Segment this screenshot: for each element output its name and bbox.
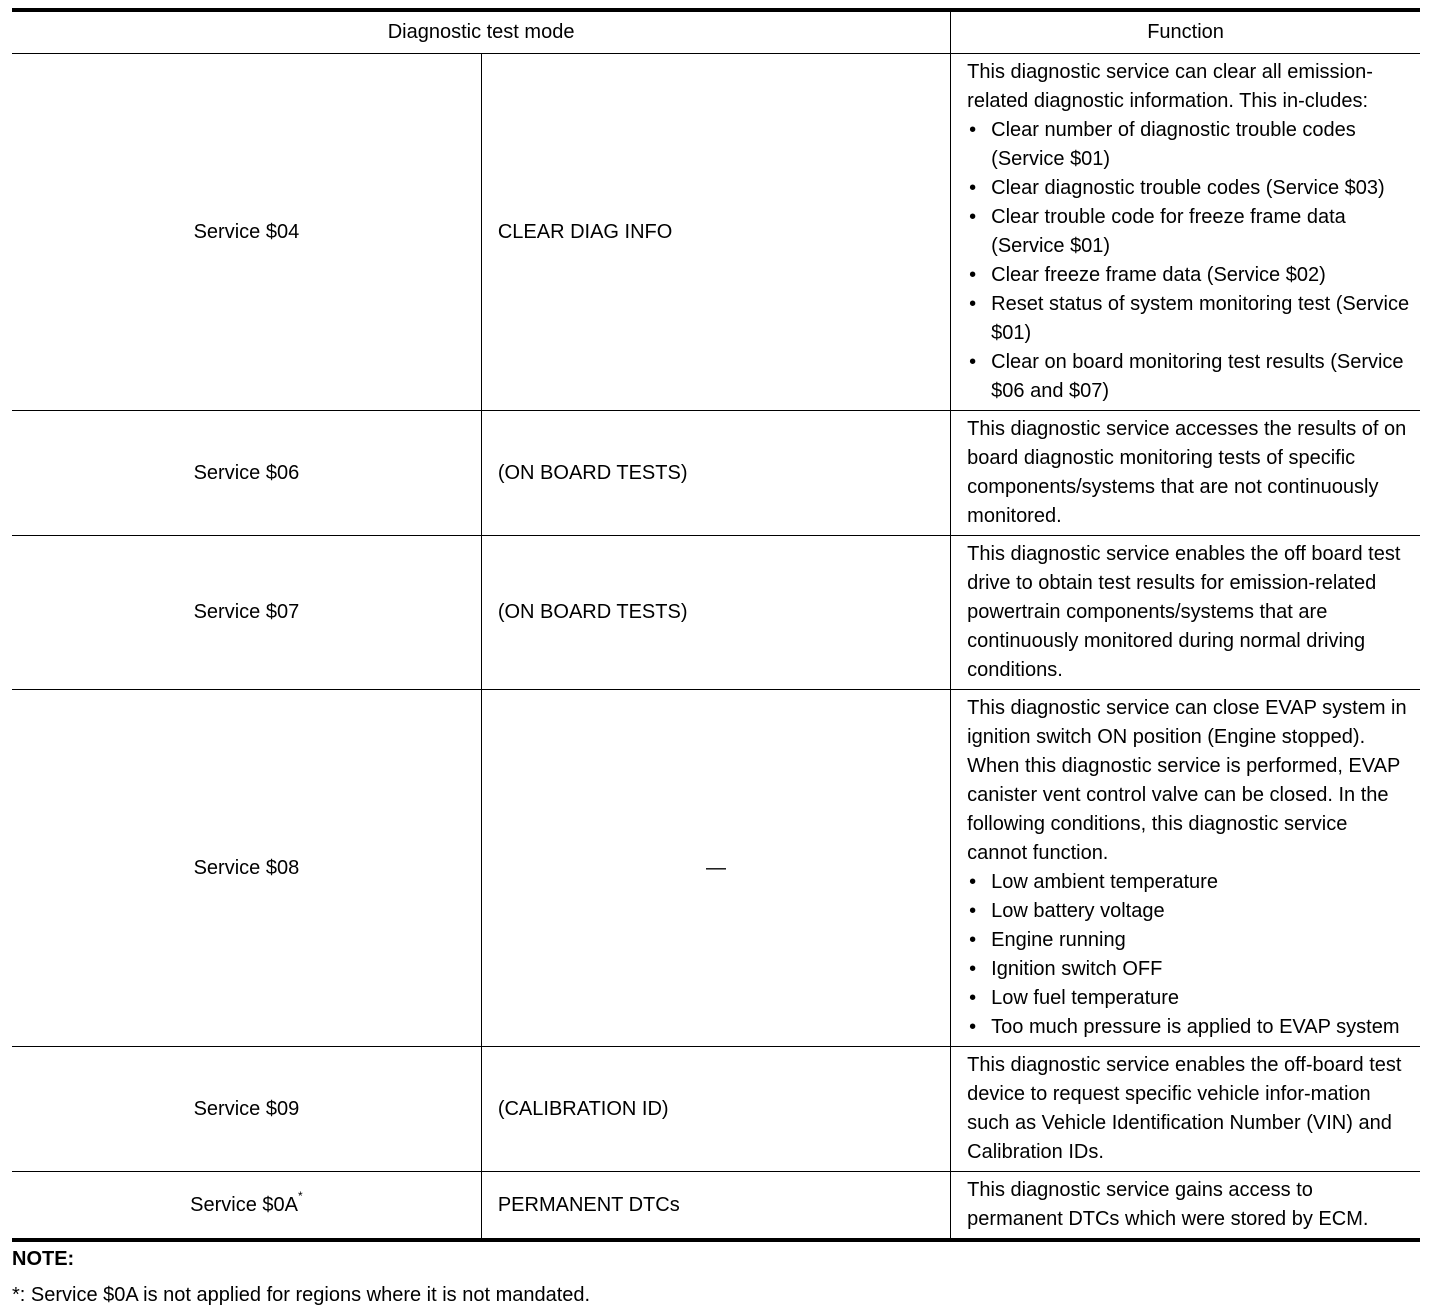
service-name-cell: — bbox=[481, 690, 950, 1047]
header-function: Function bbox=[951, 10, 1420, 54]
service-name-cell: (CALIBRATION ID) bbox=[481, 1047, 950, 1172]
function-intro: This diagnostic service gains access to permanent DTCs which were stored by ECM. bbox=[967, 1179, 1369, 1230]
function-bullet-list bbox=[967, 116, 1410, 406]
service-name-cell: CLEAR DIAG INFO bbox=[481, 54, 950, 411]
function-cell bbox=[951, 536, 1420, 690]
table-row bbox=[12, 54, 1420, 411]
service-cell: Service $09 bbox=[12, 1047, 481, 1172]
function-intro: This diagnostic service can close EVAP system in ignition switch ON position (Engine stopped). When this diagnostic service is performed, EVAP canister vent control valve can be closed. In the following conditions, this diagnostic service cannot function. bbox=[967, 697, 1407, 864]
bullet-item: • Low ambient temperature bbox=[967, 868, 1410, 897]
bullet-item: • Reset status of system monitoring test (Service $01) bbox=[967, 290, 1410, 348]
table-header-row bbox=[12, 10, 1420, 54]
function-bullet-list bbox=[967, 868, 1410, 1042]
bullet-item: • Clear diagnostic trouble codes (Service $03) bbox=[967, 174, 1410, 203]
note-title: NOTE: bbox=[12, 1248, 75, 1270]
service-cell: Service $07 bbox=[12, 536, 481, 690]
bullet-item: • Clear trouble code for freeze frame data (Service $01) bbox=[967, 203, 1410, 261]
table-row bbox=[12, 1047, 1420, 1172]
service-name-cell: (ON BOARD TESTS) bbox=[481, 536, 950, 690]
bullet-item: • Clear number of diagnostic trouble codes (Service $01) bbox=[967, 116, 1410, 174]
function-intro: This diagnostic service accesses the results of on board diagnostic monitoring tests of specific components/systems that are not continuously monitored. bbox=[967, 418, 1407, 527]
table-row bbox=[12, 1172, 1420, 1241]
service-name-cell: PERMANENT DTCs bbox=[481, 1172, 950, 1241]
bullet-item: • Low fuel temperature bbox=[967, 984, 1410, 1013]
diagnostic-service-table bbox=[12, 8, 1420, 1242]
service-label: Service $0A bbox=[190, 1193, 298, 1216]
function-cell bbox=[951, 1172, 1420, 1241]
service-cell: Service $06 bbox=[12, 411, 481, 536]
function-intro: This diagnostic service can clear all emission-related diagnostic information. This in-cludes: bbox=[967, 61, 1373, 112]
function-cell bbox=[951, 1047, 1420, 1172]
function-cell bbox=[951, 54, 1420, 411]
service-cell bbox=[12, 1172, 481, 1241]
function-cell bbox=[951, 411, 1420, 536]
service-name-cell: (ON BOARD TESTS) bbox=[481, 411, 950, 536]
document-page bbox=[12, 8, 1420, 1308]
function-intro: This diagnostic service enables the off-board test device to request specific vehicle infor-mation such as Vehicle Identification Number (VIN) and Calibration IDs. bbox=[967, 1054, 1402, 1163]
function-intro: This diagnostic service enables the off board test drive to obtain test results for emission-related powertrain components/systems that are continuously monitored during normal driving conditions. bbox=[967, 543, 1401, 681]
note-text: *: Service $0A is not applied for regions where it is not mandated. bbox=[12, 1284, 591, 1306]
bullet-item: • Low battery voltage bbox=[967, 897, 1410, 926]
table-row bbox=[12, 411, 1420, 536]
bullet-item: • Clear freeze frame data (Service $02) bbox=[967, 261, 1410, 290]
bullet-item: • Clear on board monitoring test results (Service $06 and $07) bbox=[967, 348, 1410, 406]
bullet-item: • Ignition switch OFF bbox=[967, 955, 1410, 984]
bullet-item: • Too much pressure is applied to EVAP system bbox=[967, 1013, 1410, 1042]
footnote-marker: * bbox=[298, 1188, 303, 1203]
bullet-item: • Engine running bbox=[967, 926, 1410, 955]
function-cell bbox=[951, 690, 1420, 1047]
table-row bbox=[12, 536, 1420, 690]
service-cell: Service $08 bbox=[12, 690, 481, 1047]
table-row bbox=[12, 690, 1420, 1047]
header-diagnostic-test-mode: Diagnostic test mode bbox=[12, 10, 951, 54]
service-cell: Service $04 bbox=[12, 54, 481, 411]
